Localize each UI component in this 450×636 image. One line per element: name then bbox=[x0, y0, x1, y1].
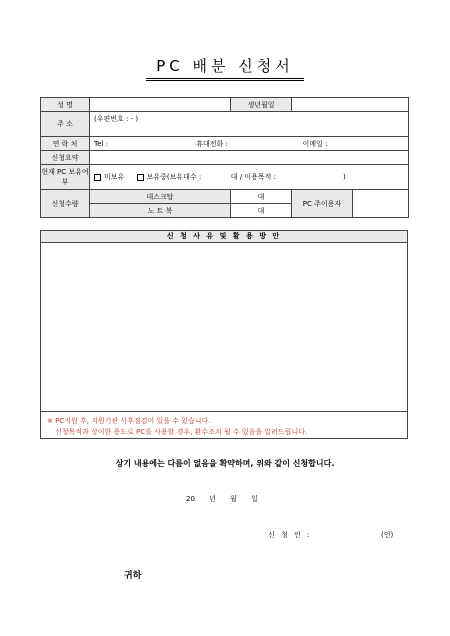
no-pc-checkbox[interactable] bbox=[94, 174, 101, 181]
contact-label: 연 락 처 bbox=[41, 137, 90, 151]
notice-block bbox=[41, 412, 407, 442]
notice-line-2: 신청목적과 상이한 용도로 PC를 사용할 경우, 환수조치 될 수 있음을 알려드립니다. bbox=[55, 428, 308, 436]
close-paren-text: ) bbox=[343, 173, 346, 181]
confirmation-statement: 상기 내용에는 다름이 없음을 확약하며, 위와 같이 신청합니다. bbox=[115, 459, 335, 468]
reason-section bbox=[40, 230, 408, 439]
desktop-label: 데스크탑 bbox=[90, 190, 231, 204]
title-underline-double bbox=[146, 80, 304, 81]
quantity-label: 신청수량 bbox=[41, 190, 90, 218]
name-label: 성 명 bbox=[41, 98, 90, 112]
address-field[interactable] bbox=[90, 112, 409, 137]
birth-field[interactable] bbox=[292, 98, 409, 112]
reason-heading: 신 청 사 유 및 활 용 방 안 bbox=[41, 231, 407, 243]
units-purpose-text: 대 / 이용목적 : bbox=[230, 173, 276, 181]
application-form-table bbox=[40, 97, 409, 218]
no-pc-text: 미보유 bbox=[104, 173, 125, 181]
page-title: PC 배분 신청서 bbox=[156, 57, 294, 75]
seal-text: (인) bbox=[381, 531, 394, 539]
current-pc-label: 현재 PC 보유여부 bbox=[41, 165, 90, 190]
reason-textarea[interactable] bbox=[41, 243, 407, 412]
recipient-text: 귀하 bbox=[124, 571, 142, 581]
applicant-label: 신 청 인 : bbox=[268, 531, 312, 539]
notebook-label: 노 트 북 bbox=[90, 204, 231, 218]
current-pc-field bbox=[90, 165, 409, 190]
email-text: 이메일 : bbox=[302, 139, 328, 148]
name-field[interactable] bbox=[90, 98, 231, 112]
summary-field[interactable] bbox=[90, 151, 409, 165]
address-label: 주 소 bbox=[41, 112, 90, 137]
main-user-field[interactable] bbox=[353, 190, 409, 218]
has-pc-text: 보유중(보유대수 : bbox=[146, 173, 202, 181]
notebook-unit[interactable]: 대 bbox=[231, 204, 292, 218]
birth-label: 생년월일 bbox=[231, 98, 292, 112]
contact-field[interactable] bbox=[90, 137, 409, 151]
tel-text: Tel : bbox=[94, 139, 108, 148]
main-user-label: PC 주이용자 bbox=[292, 190, 353, 218]
title-underline bbox=[146, 78, 304, 79]
date-line: 20 년 월 일 bbox=[186, 495, 258, 503]
desktop-unit[interactable]: 대 bbox=[231, 190, 292, 204]
postal-code-text: (우편번호 : - ) bbox=[94, 115, 139, 123]
has-pc-checkbox[interactable] bbox=[137, 174, 144, 181]
summary-label: 신청요약 bbox=[41, 151, 90, 165]
mobile-text: 휴대전화 : bbox=[196, 139, 228, 148]
notice-line-1: ※ PC지원 후, 지원기관 사후점검이 있을 수 있습니다. bbox=[47, 417, 211, 425]
